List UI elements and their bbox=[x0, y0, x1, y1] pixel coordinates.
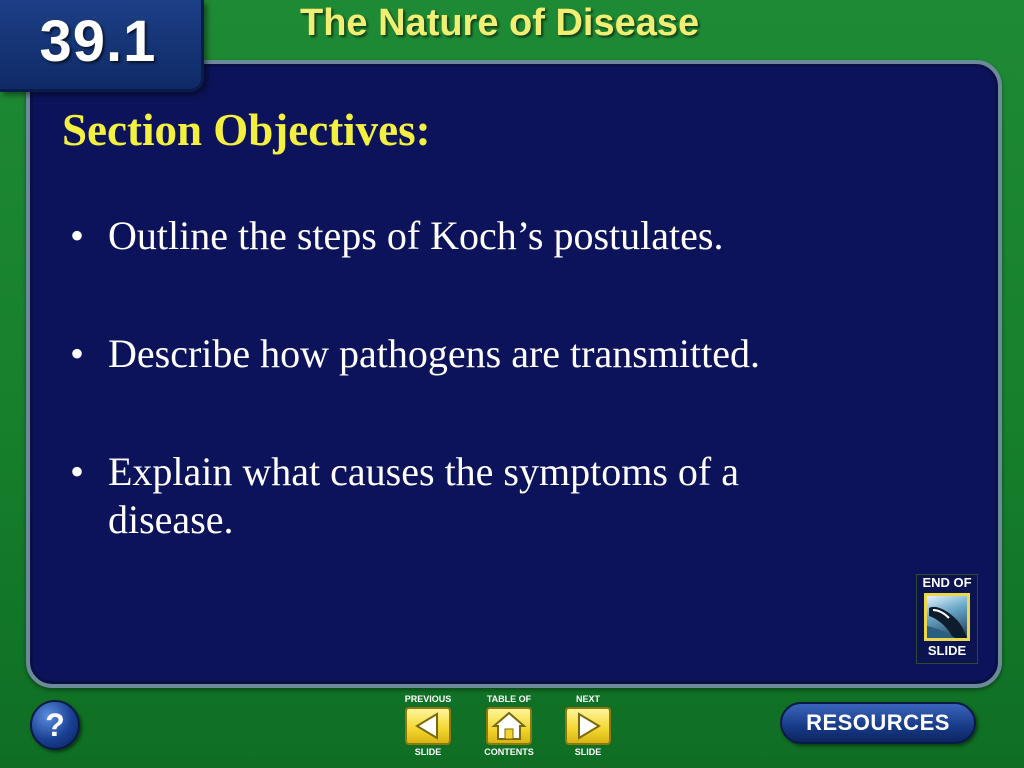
objective-item bbox=[70, 212, 860, 260]
objective-text: Describe how pathogens are transmitted. bbox=[108, 331, 761, 376]
objective-item bbox=[70, 448, 850, 544]
previous-slide-button[interactable] bbox=[398, 694, 458, 762]
end-of-slide-sublabel: SLIDE bbox=[927, 643, 967, 658]
bullet-marker: • bbox=[70, 213, 85, 258]
help-button[interactable]: ? bbox=[30, 700, 80, 750]
left-arrow-shape bbox=[407, 709, 449, 743]
right-arrow-shape bbox=[567, 709, 609, 743]
end-of-slide-button[interactable] bbox=[916, 574, 978, 664]
whale-image-icon bbox=[924, 593, 970, 641]
next-slide-button[interactable] bbox=[558, 694, 618, 762]
next-sublabel: SLIDE bbox=[574, 747, 602, 757]
house-shape bbox=[488, 709, 530, 743]
bullet-marker: • bbox=[70, 449, 85, 494]
previous-sublabel: SLIDE bbox=[414, 747, 442, 757]
contents-sublabel: CONTENTS bbox=[484, 747, 534, 757]
chapter-title: The Nature of Disease bbox=[300, 2, 700, 44]
table-of-contents-button[interactable] bbox=[479, 694, 539, 762]
contents-label: TABLE OF bbox=[486, 694, 532, 704]
objective-text: Outline the steps of Koch’s postulates. bbox=[108, 213, 724, 258]
house-icon bbox=[486, 707, 532, 745]
section-number-tab bbox=[0, 0, 204, 92]
bullet-marker: • bbox=[70, 331, 85, 376]
next-label: NEXT bbox=[575, 694, 600, 704]
previous-label: PREVIOUS bbox=[404, 694, 452, 704]
resources-button[interactable]: RESOURCES bbox=[780, 702, 976, 744]
left-triangle-icon bbox=[405, 707, 451, 745]
objective-item bbox=[70, 330, 860, 378]
end-of-slide-label: END OF bbox=[922, 575, 972, 590]
section-objectives-heading: Section Objectives: bbox=[62, 105, 431, 155]
objective-text: Explain what causes the symptoms of a disease. bbox=[108, 449, 739, 542]
right-triangle-icon bbox=[565, 707, 611, 745]
whale-shape bbox=[927, 596, 967, 638]
section-number: 39.1 bbox=[39, 9, 157, 74]
